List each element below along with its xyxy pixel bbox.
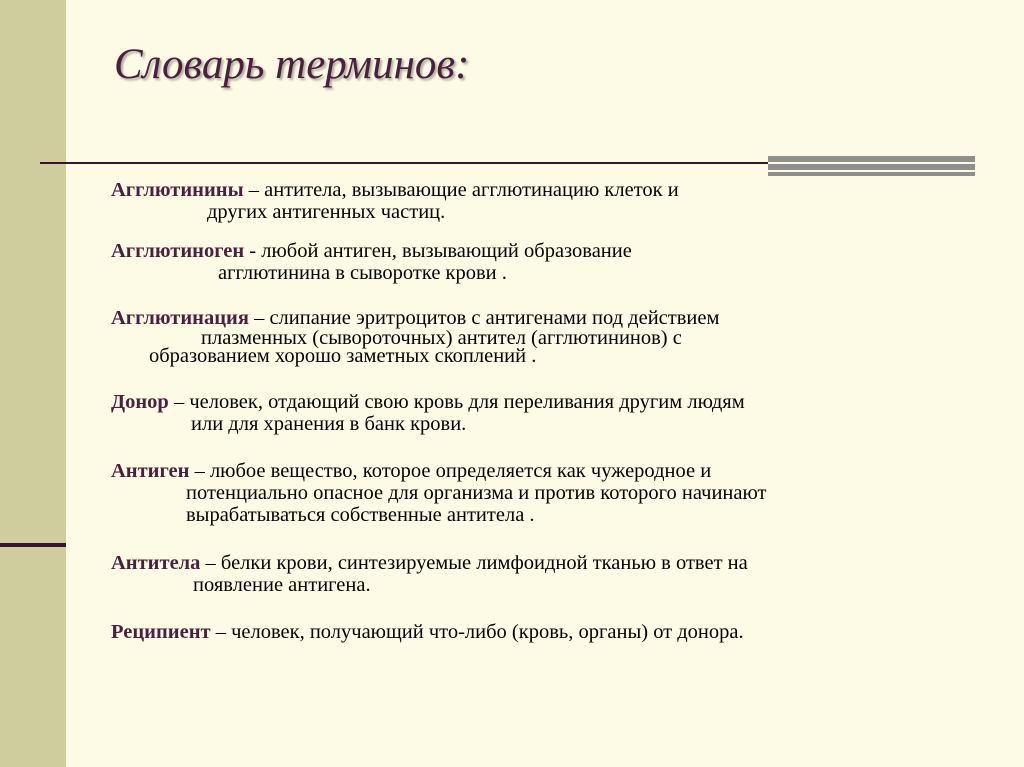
term-definition-cont: образованием хорошо заметных скоплений . xyxy=(149,345,537,367)
term-agglutination xyxy=(111,307,719,365)
term-definition-cont: или для хранения в банк крови. xyxy=(191,413,467,435)
slide-title: Словарь терминов: xyxy=(114,41,470,88)
term-name: Агглютинины xyxy=(111,179,244,201)
term-definition: – человек, получающий что-либо (кровь, органы) от донора. xyxy=(210,621,744,643)
term-name: Антитела xyxy=(111,552,201,574)
term-definition: – человек, отдающий свою кровь для переливания другим людям xyxy=(168,391,745,413)
term-donor xyxy=(111,391,745,435)
term-definition: – любое вещество, которое определяется как чужеродное и xyxy=(189,460,712,482)
term-definition-cont: потенциально опасное для организма и против которого начинают xyxy=(186,482,767,504)
title-accent-stripes xyxy=(768,156,975,176)
term-definition: – белки крови, синтезируемые лимфоидной тканью в ответ на xyxy=(200,552,748,574)
term-definition-cont: вырабатываться собственные антитела . xyxy=(186,504,535,526)
term-agglutinogen xyxy=(111,240,632,284)
term-definition: - любой антиген, вызывающий образование xyxy=(244,240,632,262)
term-agglutinins xyxy=(111,179,679,223)
term-antibodies xyxy=(111,552,748,596)
side-decoration-bar xyxy=(0,0,66,767)
term-name: Агглютинация xyxy=(111,307,249,329)
term-definition: – слипание эритроцитов с антигенами под действием xyxy=(248,307,720,329)
term-definition: – антитела, вызывающие агглютинацию клеток и xyxy=(243,179,679,201)
term-definition-cont: появление антигена. xyxy=(193,574,371,596)
term-definition-cont: плазменных (сывороточных) антител (агглютининов) с xyxy=(201,327,682,349)
term-name: Антиген xyxy=(111,460,190,482)
term-antigen xyxy=(111,460,767,526)
term-definition-cont: агглютинина в сыворотке крови . xyxy=(218,262,507,284)
term-definition-cont: других антигенных частиц. xyxy=(207,201,446,223)
side-bar-divider xyxy=(0,543,66,547)
term-name: Донор xyxy=(111,391,169,413)
term-name: Агглютиноген xyxy=(111,240,245,262)
term-recipient xyxy=(111,621,744,643)
term-name: Реципиент xyxy=(111,621,211,643)
